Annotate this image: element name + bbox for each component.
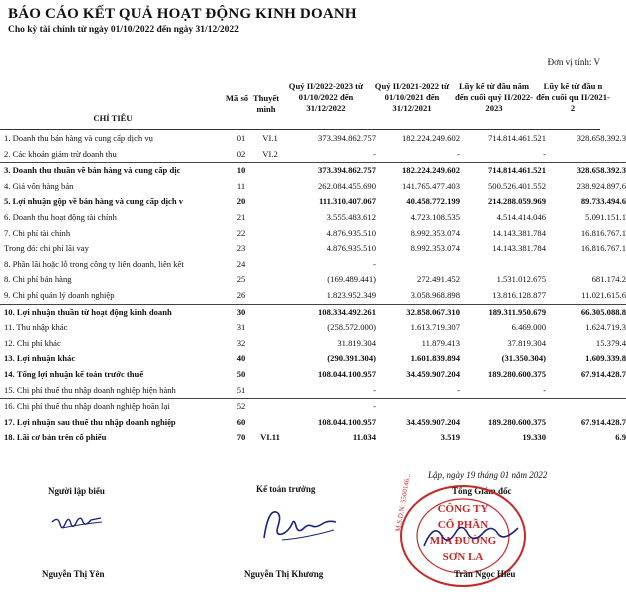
row-value-ytd-prior: 1.624.719.3 — [585, 322, 626, 333]
stamp-line3: MÍA ĐƯỜNG — [429, 535, 497, 547]
stamp-line2: CỔ PHẦN — [437, 519, 489, 531]
table-row — [0, 320, 626, 336]
row-value-ytd-current: 6.469.000 — [511, 322, 546, 333]
table-row — [0, 257, 626, 273]
row-name: 18. Lãi cơ bản trên cổ phiếu — [4, 432, 107, 443]
row-note: VI.1 — [262, 133, 278, 143]
row-code: 23 — [236, 243, 246, 254]
row-note — [256, 241, 284, 257]
preparer-name: Nguyễn Thị Yên — [42, 569, 105, 579]
director-name: Trần Ngọc Hiếu — [454, 569, 516, 579]
table-row — [0, 351, 626, 367]
row-name: 9. Chi phí quản lý doanh nghiệp — [4, 289, 115, 300]
row-value-ytd-current: 14.143.381.784 — [492, 227, 546, 238]
accountant-title: Kế toán trưởng — [256, 484, 316, 494]
row-code: 40 — [236, 353, 246, 364]
row-value-ytd-prior: 238.924.897.6 — [576, 180, 626, 191]
table-row — [0, 147, 626, 163]
row-note — [256, 257, 284, 273]
row-value-prior-quarter: 1.601.839.894 — [410, 353, 460, 364]
row-value-ytd-prior: 5.091.151.1 — [585, 211, 626, 222]
row-name: 2. Các khoản giảm trừ doanh thu — [4, 148, 117, 159]
row-value-prior-quarter: 272.491.452 — [417, 274, 460, 285]
header-code: Mã số — [225, 93, 249, 103]
table-row — [0, 131, 626, 147]
row-name: 3. Doanh thu thuần về bán hàng và cung cấp dịc — [0, 163, 226, 179]
row-note: VI.11 — [260, 432, 280, 443]
row-code: 52 — [226, 399, 256, 415]
row-name: 1. Doanh thu bán hàng và cung cấp dịch vụ — [4, 133, 153, 143]
row-name: 10. Lợi nhuận thuần từ hoạt động kinh doanh — [0, 304, 226, 320]
table-row — [0, 383, 626, 399]
row-value-ytd-prior: 89.733.494.6 — [580, 196, 626, 207]
row-value-ytd-prior: 328.658.392.3 — [576, 133, 626, 143]
table-row — [0, 241, 626, 257]
row-value-ytd-prior: 16.816.767.1 — [580, 243, 626, 254]
row-value-ytd-current: (31.350.304) — [501, 353, 546, 364]
row-code: 51 — [236, 384, 246, 395]
row-value-prior-quarter: 3.058.968.898 — [410, 289, 460, 300]
stamp-ring-text: M.S.D.N: 5500146... — [394, 472, 413, 533]
table-row — [0, 272, 626, 288]
currency-unit: Đơn vị tính: V — [547, 57, 600, 67]
stamp-line4: SƠN LA — [442, 551, 484, 563]
row-value-prior-quarter — [380, 399, 464, 415]
row-value-ytd-current: - — [543, 148, 546, 159]
header-rule — [0, 129, 600, 130]
row-value-prior-quarter: 141.765.477.403 — [401, 180, 460, 191]
table-row — [0, 399, 626, 415]
row-name: Trong đó: chi phí lãi vay — [4, 243, 89, 254]
row-value-prior-quarter — [380, 257, 464, 273]
row-value-current-quarter: 4.876.935.510 — [326, 243, 376, 254]
table-row — [0, 179, 626, 195]
table-row — [0, 194, 626, 210]
row-name: 15. Chi phí thuế thu nhập doanh nghiệp hiện hành — [4, 384, 176, 395]
row-note — [256, 320, 284, 336]
row-note: VI.2 — [262, 148, 278, 159]
row-value-current-quarter: 111.310.407.067 — [318, 196, 376, 207]
row-code: 70 — [236, 432, 246, 443]
director-signature — [420, 516, 540, 556]
row-value-current-quarter: 373.394.862.757 — [284, 163, 380, 179]
row-code: 20 — [236, 196, 246, 207]
row-code: 32 — [236, 337, 246, 348]
row-code: 31 — [236, 322, 246, 333]
report-period: Cho kỳ tài chính từ ngày 01/10/2022 đến ngày 31/12/2022 — [8, 25, 239, 35]
row-name: 4. Giá vốn hàng bán — [4, 180, 74, 191]
row-value-ytd-prior: 328.658.392.3 — [550, 163, 626, 179]
row-note — [256, 367, 284, 383]
preparer-title: Người lập biểu — [48, 486, 105, 496]
row-value-ytd-current: 214.288.059.969 — [487, 196, 546, 207]
row-name: 6. Doanh thu hoạt động tài chính — [4, 211, 117, 222]
row-value-ytd-current: 19.330 — [522, 432, 546, 443]
row-value-prior-quarter: 182.224.249.602 — [401, 133, 460, 143]
row-note — [256, 194, 284, 210]
row-value-ytd-current: 189.280.600.375 — [487, 368, 546, 379]
row-value-ytd-current: 14.143.381.784 — [492, 243, 546, 254]
table-row — [0, 163, 626, 179]
row-name: 8. Phần lãi hoặc lỗ trong công ty liên doanh, liên kết — [4, 258, 184, 269]
row-value-prior-quarter: 34.459.907.204 — [406, 368, 460, 379]
row-code: 60 — [236, 416, 246, 427]
header-col2: Quý II/2021-2022 từ 01/10/2021 đến 31/12/2021 — [374, 81, 450, 113]
table-row — [0, 226, 626, 242]
row-value-ytd-current: 4.514.414.046 — [496, 211, 546, 222]
table-row — [0, 415, 626, 431]
table-row — [0, 304, 626, 320]
row-name: 8. Chi phí bán hàng — [4, 274, 72, 285]
row-value-current-quarter: - — [373, 384, 376, 395]
preparer-signature — [48, 508, 118, 538]
row-name: 11. Thu nhập khác — [4, 322, 68, 333]
row-value-ytd-current: 189.311.950.679 — [464, 304, 550, 320]
accountant-signature — [258, 502, 348, 546]
table-header — [0, 78, 610, 128]
row-value-ytd-prior: 67.914.428.7 — [580, 416, 626, 427]
row-code: 25 — [236, 274, 246, 285]
row-value-ytd-current: 189.280.600.375 — [487, 416, 546, 427]
row-value-ytd-prior — [550, 257, 626, 273]
row-value-current-quarter: 3.555.483.612 — [326, 211, 376, 222]
row-value-ytd-prior: 16.816.767.1 — [580, 227, 626, 238]
accountant-name: Nguyễn Thị Khương — [244, 569, 324, 579]
row-note — [256, 163, 284, 179]
row-value-current-quarter: - — [373, 258, 376, 269]
table-row — [0, 336, 626, 352]
row-name: 17. Lợi nhuận sau thuế thu nhập doanh nghiệp — [4, 416, 176, 427]
header-col1: Quý II/2022-2023 từ 01/10/2022 đến 31/12/2022 — [288, 81, 364, 113]
stamp-line1: CÔNG TY — [437, 503, 489, 515]
row-value-current-quarter: 373.394.862.757 — [317, 133, 376, 143]
row-value-current-quarter: (290.391.304) — [327, 353, 376, 364]
row-value-ytd-current: 714.814.461.521 — [487, 133, 546, 143]
director-title: Tổng Giám đốc — [452, 486, 512, 496]
row-name: 16. Chi phí thuế thu nhập doanh nghiệp hoãn lại — [0, 399, 226, 415]
row-note — [256, 351, 284, 367]
row-value-current-quarter: 262.084.455.690 — [317, 180, 376, 191]
row-value-ytd-prior: 15.379.4 — [595, 337, 626, 348]
row-value-prior-quarter: 11.879.413 — [421, 337, 460, 348]
row-code: 11 — [236, 180, 246, 191]
row-note — [256, 210, 284, 226]
report-title: BÁO CÁO KẾT QUẢ HOẠT ĐỘNG KINH DOANH — [8, 6, 357, 22]
row-note — [256, 272, 284, 288]
row-value-prior-quarter: 8.992.353.074 — [410, 243, 460, 254]
row-value-ytd-current: 13.816.128.877 — [492, 289, 546, 300]
row-value-ytd-current — [464, 399, 550, 415]
row-code: 24 — [236, 258, 246, 269]
header-col3: Lũy kế từ đầu năm đến cuối quý II/2022-2023 — [454, 81, 534, 113]
table-row — [0, 210, 626, 226]
row-value-prior-quarter: - — [457, 148, 460, 159]
row-value-current-quarter: 108.334.492.261 — [284, 304, 380, 320]
row-value-current-quarter: (169.489.441) — [327, 274, 376, 285]
row-value-current-quarter: - — [373, 148, 376, 159]
row-value-current-quarter: 108.044.100.957 — [317, 368, 376, 379]
row-code: 26 — [236, 289, 246, 300]
row-value-prior-quarter: 4.723.108.535 — [410, 211, 460, 222]
row-value-ytd-prior: 67.914.428.7 — [580, 368, 626, 379]
row-value-ytd-prior: 1.609.339.8 — [585, 353, 626, 364]
table-row — [0, 288, 626, 304]
row-value-ytd-prior: 66.305.088.8 — [550, 304, 626, 320]
row-value-ytd-prior: 681.174.2 — [591, 274, 626, 285]
row-value-ytd-prior — [550, 383, 626, 399]
row-value-current-quarter: 11.034 — [352, 432, 376, 443]
row-value-ytd-current — [464, 257, 550, 273]
table-row — [0, 367, 626, 383]
row-value-ytd-current: 1.531.012.675 — [496, 274, 546, 285]
row-value-ytd-current: 500.526.401.552 — [487, 180, 546, 191]
row-value-ytd-current: - — [543, 384, 546, 395]
row-note — [256, 399, 284, 415]
row-name: 14. Tổng lợi nhuận kế toán trước thuế — [4, 368, 144, 379]
row-value-prior-quarter: 8.992.353.074 — [410, 227, 460, 238]
row-value-ytd-current: 37.819.304 — [507, 337, 546, 348]
row-value-current-quarter: (258.572.000) — [327, 322, 376, 333]
header-col4: Lũy kế từ đầu n đến cuối qu II/2021-2 — [536, 81, 610, 113]
row-code: 30 — [226, 304, 256, 320]
row-note — [256, 288, 284, 304]
row-value-current-quarter: 31.819.304 — [337, 337, 376, 348]
row-value-prior-quarter: 3.519 — [440, 432, 460, 443]
row-value-current-quarter: 1.823.952.349 — [326, 289, 376, 300]
header-item: CHỈ TIÊU — [93, 113, 133, 123]
row-name: 13. Lợi nhuận khác — [4, 353, 76, 364]
row-note — [256, 415, 284, 431]
row-value-ytd-prior: 11.021.615.6 — [581, 289, 626, 300]
row-code: 21 — [236, 211, 246, 222]
row-value-ytd-current: 714.814.461.521 — [464, 163, 550, 179]
row-code: 01 — [236, 133, 246, 143]
row-code: 22 — [236, 227, 246, 238]
row-value-ytd-prior — [550, 399, 626, 415]
row-value-current-quarter: 4.876.935.510 — [326, 227, 376, 238]
row-value-prior-quarter: 40.458.772.199 — [406, 196, 460, 207]
row-code: 10 — [226, 163, 256, 179]
row-value-ytd-prior: 6.9 — [615, 432, 626, 443]
row-note — [256, 383, 284, 399]
row-name: 5. Lợi nhuận gộp về bán hàng và cung cấp dịch v — [4, 196, 184, 207]
row-value-prior-quarter: 1.613.719.307 — [410, 322, 460, 333]
row-name: 7. Chi phí tài chính — [4, 227, 71, 238]
row-value-prior-quarter: 32.858.067.310 — [380, 304, 464, 320]
row-name: 12. Chi phí khác — [4, 337, 61, 348]
row-value-ytd-prior — [550, 147, 626, 163]
row-value-current-quarter: - — [284, 399, 380, 415]
row-note — [256, 179, 284, 195]
income-statement-table — [0, 131, 626, 446]
row-note — [256, 226, 284, 242]
table-row — [0, 430, 626, 446]
row-value-prior-quarter: 182.224.249.602 — [380, 163, 464, 179]
row-value-prior-quarter: 34.459.907.204 — [406, 416, 460, 427]
header-note: Thuyết minh — [252, 93, 280, 114]
row-note — [256, 336, 284, 352]
row-value-prior-quarter: - — [457, 384, 460, 395]
row-note — [256, 304, 284, 320]
row-code: 50 — [236, 368, 246, 379]
report-date: Lập, ngày 19 tháng 01 năm 2022 — [428, 470, 548, 480]
row-code: 02 — [236, 148, 246, 159]
row-value-current-quarter: 108.044.100.957 — [317, 416, 376, 427]
